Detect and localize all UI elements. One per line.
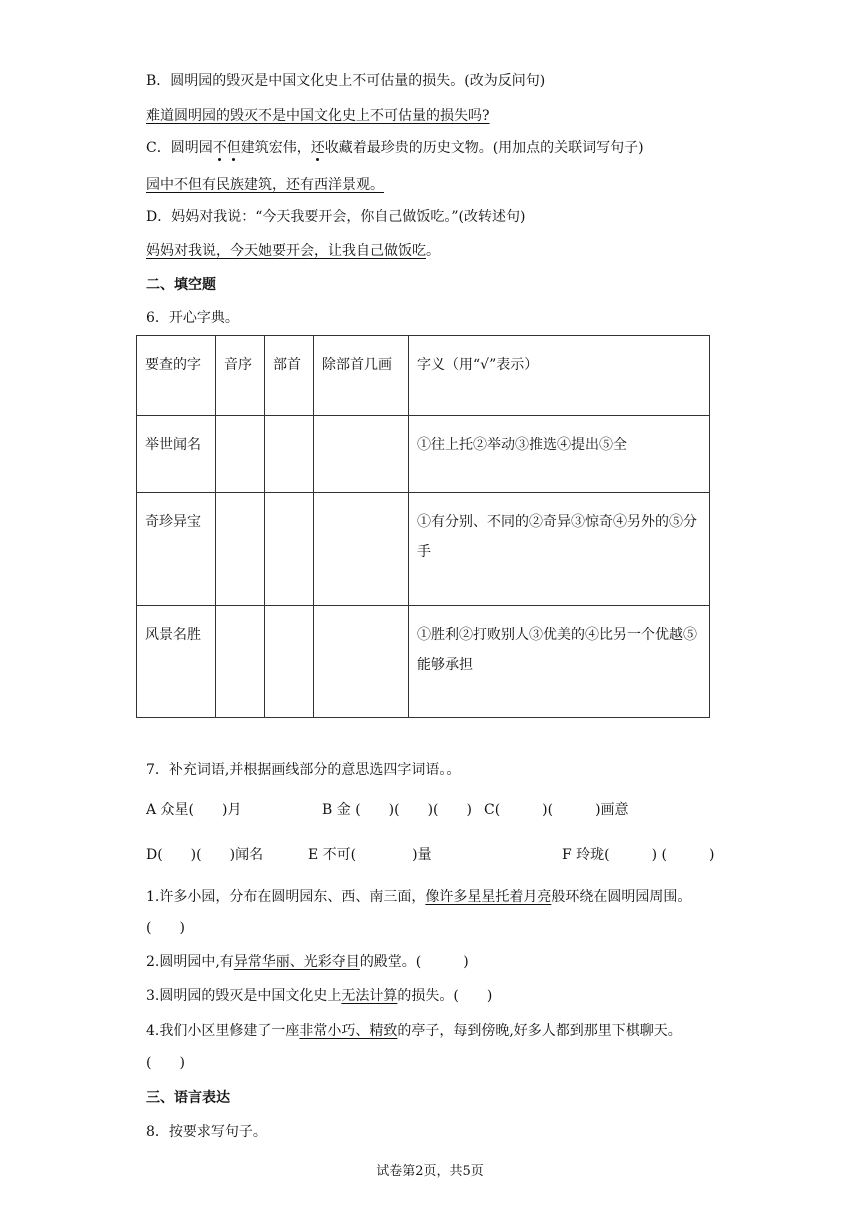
blank-cell[interactable] bbox=[265, 416, 314, 493]
blank-cell[interactable] bbox=[314, 606, 409, 718]
q7-sentence-2: 2.圆明园中,有异常华丽、光彩夺目的殿堂。( ) bbox=[146, 954, 469, 970]
blank-cell[interactable] bbox=[265, 606, 314, 718]
q7-sentence-3: 3.圆明园的毁灭是中国文化史上无法计算的损失。( ) bbox=[146, 988, 493, 1004]
table-row bbox=[137, 493, 710, 606]
q7-option-e: E 不可( )量 bbox=[308, 847, 432, 863]
q7-sentence-1: 1.许多小园，分布在圆明园东、西、南三面，像许多星星托着月亮般环绕在圆明园周围。 bbox=[146, 889, 692, 905]
section-title-fill-blank: 二、填空题 bbox=[146, 277, 216, 293]
word-cell: 举世闻名 bbox=[137, 416, 216, 493]
table-row bbox=[137, 416, 710, 493]
q5-c-question: C．圆明园不但建筑宏伟，还收藏着最珍贵的历史文物。(用加点的关联词写句子) bbox=[146, 140, 644, 156]
blank-cell[interactable] bbox=[216, 606, 265, 718]
blank-cell[interactable] bbox=[314, 493, 409, 606]
table-header-cell: 部首 bbox=[265, 336, 314, 416]
table-header-cell: 字义（用“√”表示） bbox=[409, 336, 710, 416]
word-cell: 风景名胜 bbox=[137, 606, 216, 718]
q5-d-answer: 妈妈对我说，今天她要开会，让我自己做饭吃。 bbox=[146, 243, 440, 259]
emphasis-dot-char: 但 bbox=[226, 140, 241, 156]
q7-option-b: B 金 ( )( )( ) bbox=[322, 802, 472, 818]
table-header-cell: 音序 bbox=[216, 336, 265, 416]
q6-title: 6．开心字典。 bbox=[146, 310, 239, 326]
q8-title: 8．按要求写句子。 bbox=[146, 1124, 267, 1140]
meaning-cell: ①往上托②举动③推选④提出⑤全 bbox=[409, 416, 710, 493]
q7-title: 7．补充词语,并根据画线部分的意思选四字词语。。 bbox=[146, 762, 461, 778]
page-footer: 试卷第2页，共5页 bbox=[376, 1164, 484, 1179]
q7-option-c: C( )( )画意 bbox=[484, 802, 629, 818]
dictionary-table bbox=[136, 335, 710, 718]
q5-d-question: D．妈妈对我说：“今天我要开会，你自己做饭吃。”(改转述句) bbox=[146, 209, 526, 225]
blank-cell[interactable] bbox=[265, 493, 314, 606]
q7-option-d: D( )( )闻名 bbox=[146, 847, 264, 863]
table-header-cell: 除部首几画 bbox=[314, 336, 409, 416]
q7-sentence-4-answer[interactable]: ( ) bbox=[146, 1055, 185, 1071]
q7-option-a: A 众星( )月 bbox=[146, 802, 242, 818]
q5-b-answer: 难道圆明园的毁灭不是中国文化史上不可估量的损失吗? bbox=[146, 108, 490, 124]
emphasis-dot-char: 还 bbox=[310, 140, 325, 156]
meaning-cell: ①胜利②打败别人③优美的④比另一个优越⑤能够承担 bbox=[409, 606, 710, 718]
meaning-cell: ①有分别、不同的②奇异③惊奇④另外的⑤分手 bbox=[409, 493, 710, 606]
blank-cell[interactable] bbox=[314, 416, 409, 493]
table-header-row bbox=[137, 336, 710, 416]
word-cell: 奇珍异宝 bbox=[137, 493, 216, 606]
q5-c-answer: 园中不但有民族建筑，还有西洋景观。 bbox=[146, 177, 384, 193]
q7-sentence-4: 4.我们小区里修建了一座非常小巧、精致的亭子，每到傍晚,好多人都到那里下棋聊天。 bbox=[146, 1023, 682, 1039]
emphasis-dot-char: 不 bbox=[212, 140, 227, 156]
q7-sentence-1-answer[interactable]: ( ) bbox=[146, 920, 185, 936]
table-header-cell: 要查的字 bbox=[137, 336, 216, 416]
q5-b-question: B．圆明园的毁灭是中国文化史上不可估量的损失。(改为反问句) bbox=[146, 73, 546, 89]
blank-cell[interactable] bbox=[216, 493, 265, 606]
table-row bbox=[137, 606, 710, 718]
section-title-language: 三、语言表达 bbox=[146, 1090, 230, 1106]
blank-cell[interactable] bbox=[216, 416, 265, 493]
q7-option-f: F 玲珑( ) ( ) bbox=[562, 847, 715, 863]
